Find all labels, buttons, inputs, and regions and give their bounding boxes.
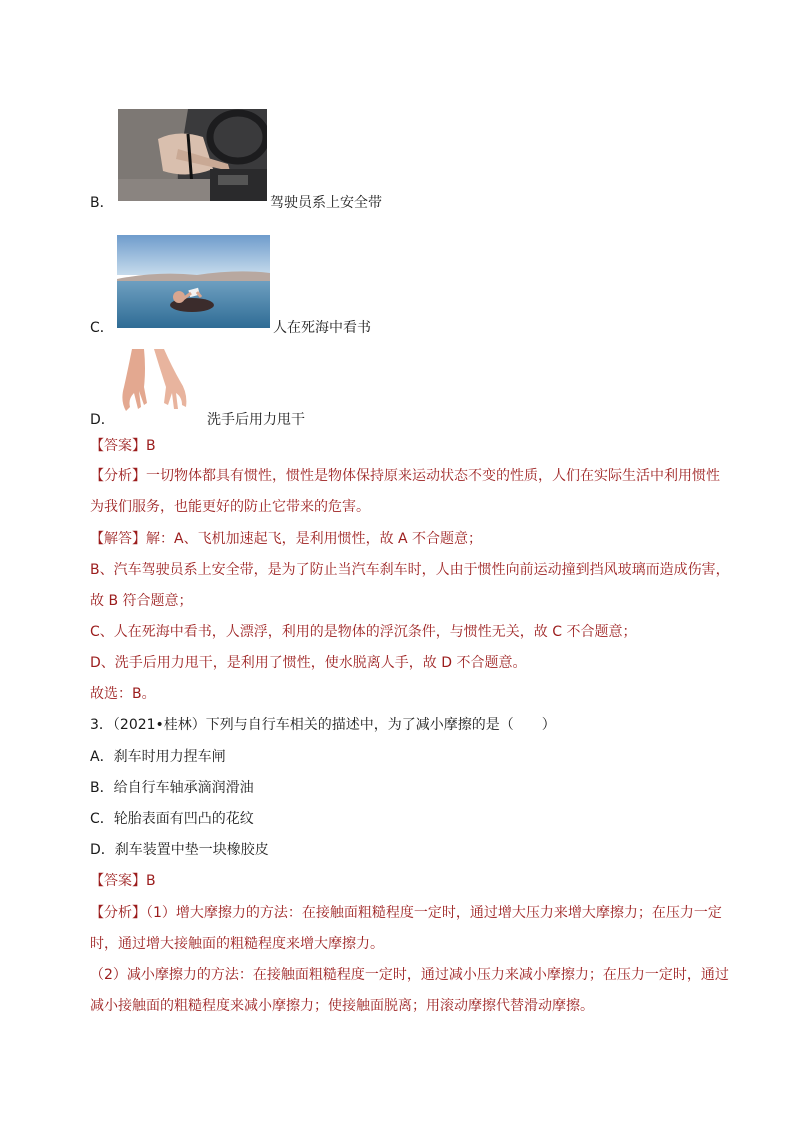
q3-stem: 3．（2021•桂林）下列与自行车相关的描述中，为了减小摩擦的是（ ）	[90, 717, 556, 733]
dead-sea-floating-photo	[117, 235, 270, 328]
q3-analysis-line-2: 时，通过增大接触面的粗糙程度来增大摩擦力。	[90, 936, 384, 952]
solution-text: 解：A、飞机加速起飞，是利用惯性，故 A 不合题意；	[146, 531, 483, 547]
answer-value: B	[146, 873, 156, 889]
answer-tag: 【答案】	[90, 873, 146, 889]
q2-solution-line-3: 故 B 符合题意；	[90, 593, 193, 609]
seatbelt-driver-photo	[118, 109, 267, 201]
q3-answer	[90, 871, 156, 891]
q3-option-d: D．刹车装置中垫一块橡胶皮	[90, 842, 269, 858]
analysis-tag: 【分析】	[90, 468, 146, 484]
q3-option-b: B．给自行车轴承滴润滑油	[90, 780, 254, 796]
q2-analysis-line-1	[90, 466, 720, 486]
option-d-letter: D．	[90, 412, 115, 428]
q3-option-c: C．轮胎表面有凹凸的花纹	[90, 811, 254, 827]
option-b-caption: 驾驶员系上安全带	[270, 195, 382, 211]
analysis-text: 一切物体都具有惯性，惯性是物体保持原来运动状态不变的性质，人们在实际生活中利用惯性	[146, 468, 720, 484]
q2-answer	[90, 436, 156, 456]
analysis-text: （1）增大摩擦力的方法：在接触面粗糙程度一定时，通过增大压力来增大摩擦力；在压力一定	[146, 905, 722, 921]
q2-analysis-line-2: 为我们服务，也能更好的防止它带来的危害。	[90, 499, 370, 515]
solution-tag: 【解答】	[90, 531, 146, 547]
option-c-caption: 人在死海中看书	[273, 320, 371, 336]
answer-value: B	[146, 438, 156, 454]
q2-solution-line-5: D、洗手后用力甩干，是利用了惯性，使水脱离人手，故 D 不合题意。	[90, 655, 527, 671]
q3-option-a: A．刹车时用力捏车闸	[90, 749, 226, 765]
option-c-letter: C．	[90, 320, 114, 336]
q3-analysis-line-1	[90, 903, 722, 923]
q2-solution-line-6: 故选：B。	[90, 686, 156, 702]
option-b-letter: B．	[90, 195, 114, 211]
q2-solution-line-1	[90, 529, 482, 549]
answer-tag: 【答案】	[90, 438, 146, 454]
q3-analysis-line-3: （2）减小摩擦力的方法：在接触面粗糙程度一定时，通过减小压力来减小摩擦力；在压力一定时，通过	[90, 967, 729, 983]
q3-analysis-line-4: 减小接触面的粗糙程度来减小摩擦力；使接触面脱离；用滚动摩擦代替滑动摩擦。	[90, 998, 594, 1014]
option-d-caption: 洗手后用力甩干	[207, 412, 305, 428]
analysis-tag: 【分析】	[90, 905, 146, 921]
q2-solution-line-4: C、人在死海中看书，人漂浮，利用的是物体的浮沉条件，与惯性无关，故 C 不合题意；	[90, 624, 637, 640]
shaking-hands-photo	[114, 349, 206, 416]
q2-solution-line-2: B、汽车驾驶员系上安全带，是为了防止当汽车刹车时，人由于惯性向前运动撞到挡风玻璃而造成伤害，	[90, 562, 730, 578]
